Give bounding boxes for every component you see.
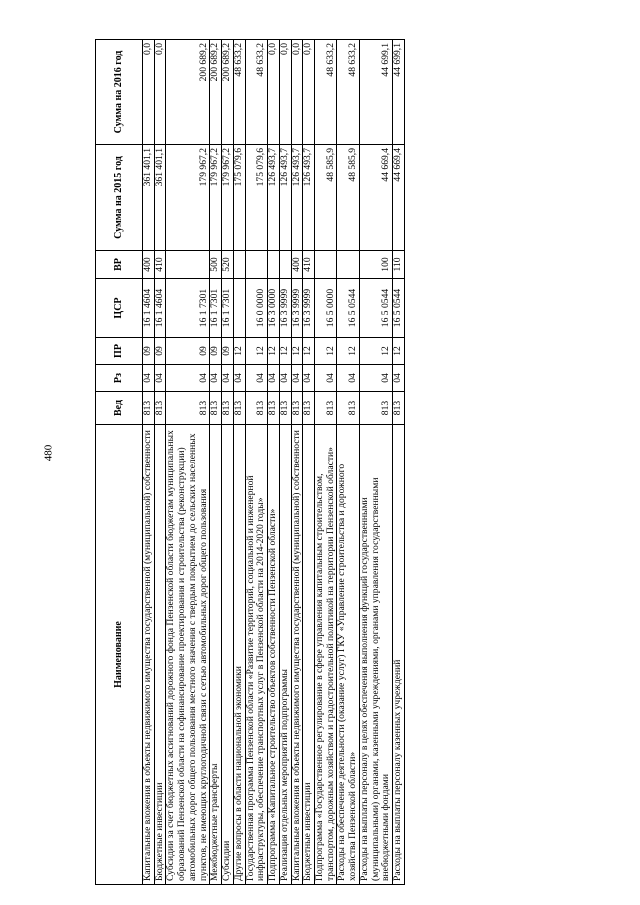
page-number: 480 [42, 444, 54, 461]
vr-cell: 100 [359, 251, 392, 279]
pr-cell: 12 [393, 338, 405, 365]
row-name-cell: Субсидии [222, 425, 234, 885]
table-header-row [96, 40, 143, 885]
rz-cell: 04 [291, 365, 303, 392]
pr-cell: 09 [166, 338, 210, 365]
sum-2016-cell: 0,0 [303, 40, 315, 145]
row-name-cell: Межбюджетные трансферты [210, 425, 222, 885]
csr-cell: 16 1 4604 [143, 279, 155, 338]
pr-cell: 12 [245, 338, 267, 365]
rz-cell: 04 [337, 365, 359, 392]
pr-cell: 12 [268, 338, 280, 365]
ved-cell: 813 [279, 392, 291, 425]
rz-cell: 04 [143, 365, 155, 392]
ved-cell: 813 [210, 392, 222, 425]
vr-cell [245, 251, 267, 279]
table-row [154, 40, 166, 885]
table-row [291, 40, 303, 885]
csr-cell: 16 1 7301 [210, 279, 222, 338]
sum-2016-cell: 200 689,2 [166, 40, 210, 145]
csr-cell [233, 279, 245, 338]
pr-cell: 09 [154, 338, 166, 365]
csr-cell: 16 3 9999 [303, 279, 315, 338]
sum-2015-cell: 179 967,2 [210, 145, 222, 251]
vr-cell [315, 251, 337, 279]
table-row [222, 40, 234, 885]
header-csr: ЦСР [96, 279, 143, 338]
table-row [303, 40, 315, 885]
header-rz: Рз [96, 365, 143, 392]
vr-cell: 520 [222, 251, 234, 279]
csr-cell: 16 5 0544 [393, 279, 405, 338]
row-name-cell: Субсидии за счет бюджетных ассигнований дорожного фонда Пензенской области бюджетам муниципальных образований Пензенской области на софинансирование проектирования и строительства (реконструкции) автомобильных дорог общего пользования местного значения с твердым покрытием до сельских населенных пунктов, не имеющих круглогодичной связи с сетью автомобильных дорог общего пользования [166, 425, 210, 885]
csr-cell: 16 5 0000 [315, 279, 337, 338]
vr-cell [337, 251, 359, 279]
rz-cell: 04 [359, 365, 392, 392]
rz-cell: 04 [245, 365, 267, 392]
header-ved: Вед [96, 392, 143, 425]
rz-cell: 04 [166, 365, 210, 392]
csr-cell: 16 3 0000 [268, 279, 280, 338]
sum-2016-cell: 0,0 [291, 40, 303, 145]
table-row [279, 40, 291, 885]
pr-cell: 09 [210, 338, 222, 365]
table-row [166, 40, 210, 885]
rz-cell: 04 [233, 365, 245, 392]
sum-2016-cell: 0,0 [154, 40, 166, 145]
ved-cell: 813 [222, 392, 234, 425]
ved-cell: 813 [337, 392, 359, 425]
ved-cell: 813 [393, 392, 405, 425]
ved-cell: 813 [245, 392, 267, 425]
vr-cell [233, 251, 245, 279]
vr-cell [166, 251, 210, 279]
pr-cell: 12 [291, 338, 303, 365]
row-name-cell: Бюджетные инвестиции [303, 425, 315, 885]
pr-cell: 12 [359, 338, 392, 365]
sum-2016-cell: 200 689,2 [222, 40, 234, 145]
sum-2016-cell: 44 699,1 [359, 40, 392, 145]
row-name-cell: Расходы на обеспечение деятельности (оказание услуг) ГКУ «Управление строительства и дорожного хозяйства Пензенской области» [337, 425, 359, 885]
sum-2016-cell: 48 633,2 [337, 40, 359, 145]
sum-2015-cell: 44 669,4 [393, 145, 405, 251]
pr-cell: 12 [337, 338, 359, 365]
row-name-cell: Другие вопросы в области национальной экономики [233, 425, 245, 885]
table-row [393, 40, 405, 885]
ved-cell: 813 [268, 392, 280, 425]
rz-cell: 04 [393, 365, 405, 392]
ved-cell: 813 [233, 392, 245, 425]
pr-cell: 12 [279, 338, 291, 365]
csr-cell: 16 5 0544 [337, 279, 359, 338]
table-row [143, 40, 155, 885]
header-sum-2015: Сумма на 2015 год [96, 145, 143, 251]
rz-cell: 04 [210, 365, 222, 392]
vr-cell: 410 [154, 251, 166, 279]
sum-2016-cell: 48 633,2 [233, 40, 245, 145]
sum-2016-cell: 0,0 [279, 40, 291, 145]
csr-cell: 16 3 9999 [291, 279, 303, 338]
vr-cell: 500 [210, 251, 222, 279]
ved-cell: 813 [143, 392, 155, 425]
vr-cell: 400 [291, 251, 303, 279]
row-name-cell: Расходы на выплаты персоналу казенных учреждений [393, 425, 405, 885]
pr-cell: 12 [315, 338, 337, 365]
sum-2016-cell: 200 689,2 [210, 40, 222, 145]
rz-cell: 04 [279, 365, 291, 392]
row-name-cell: Капитальные вложения в объекты недвижимого имущества государственной (муниципальной) собственности [291, 425, 303, 885]
row-name-cell: Подпрограмма «Капитальное строительство объектов собственности Пензенской области» [268, 425, 280, 885]
pr-cell: 09 [222, 338, 234, 365]
table-row [233, 40, 245, 885]
sum-2015-cell: 126 493,7 [291, 145, 303, 251]
pr-cell: 12 [233, 338, 245, 365]
csr-cell: 16 3 9999 [279, 279, 291, 338]
sum-2016-cell: 48 633,2 [315, 40, 337, 145]
sum-2016-cell: 0,0 [268, 40, 280, 145]
table-row [315, 40, 337, 885]
table-row [245, 40, 267, 885]
sum-2015-cell: 179 967,2 [222, 145, 234, 251]
header-name: Наименование [96, 425, 143, 885]
row-name-cell: Капитальные вложения в объекты недвижимого имущества государственной (муниципальной) собственности [143, 425, 155, 885]
sum-2015-cell: 126 493,7 [279, 145, 291, 251]
pr-cell: 12 [303, 338, 315, 365]
header-sum-2016: Сумма на 2016 год [96, 40, 143, 145]
rz-cell: 04 [268, 365, 280, 392]
csr-cell: 16 1 7301 [166, 279, 210, 338]
table-row [359, 40, 392, 885]
csr-cell: 16 1 4604 [154, 279, 166, 338]
vr-cell [268, 251, 280, 279]
rotated-page [95, 40, 572, 885]
vr-cell [279, 251, 291, 279]
vr-cell: 110 [393, 251, 405, 279]
sum-2015-cell: 44 669,4 [359, 145, 392, 251]
ved-cell: 813 [154, 392, 166, 425]
row-name-cell: Подпрограмма «Государственное регулирование в сфере управления капитальным строительством, транспортом, дорожным хозяйством и градостроительной политикой на территории Пензенской области» [315, 425, 337, 885]
header-vr: ВР [96, 251, 143, 279]
vr-cell: 400 [143, 251, 155, 279]
sum-2015-cell: 48 585,9 [315, 145, 337, 251]
sum-2015-cell: 126 493,7 [303, 145, 315, 251]
csr-cell: 16 5 0544 [359, 279, 392, 338]
pr-cell: 09 [143, 338, 155, 365]
table-row [268, 40, 280, 885]
sum-2015-cell: 175 079,6 [233, 145, 245, 251]
row-name-cell: Расходы на выплаты персоналу в целях обеспечения выполнения функций государственными (муниципальными) органами, казенными учреждениями, органами управления государственными внебюджетными фондами [359, 425, 392, 885]
ved-cell: 813 [359, 392, 392, 425]
ved-cell: 813 [315, 392, 337, 425]
sum-2015-cell: 175 079,6 [245, 145, 267, 251]
sum-2015-cell: 361 401,1 [143, 145, 155, 251]
vr-cell: 410 [303, 251, 315, 279]
header-pr: ПР [96, 338, 143, 365]
row-name-cell: Бюджетные инвестиции [154, 425, 166, 885]
sum-2016-cell: 44 699,1 [393, 40, 405, 145]
ved-cell: 813 [303, 392, 315, 425]
sum-2016-cell: 0,0 [143, 40, 155, 145]
csr-cell: 16 0 0000 [245, 279, 267, 338]
csr-cell: 16 1 7301 [222, 279, 234, 338]
row-name-cell: Реализация отдельных мероприятий подпрограммы [279, 425, 291, 885]
rz-cell: 04 [222, 365, 234, 392]
sum-2015-cell: 179 967,2 [166, 145, 210, 251]
rz-cell: 04 [303, 365, 315, 392]
budget-table [95, 39, 405, 885]
row-name-cell: Государственная программа Пензенской области «Развитие территорий, социальной и инженерной инфраструктуры, обеспечение транспортных услуг в Пензенской области на 2014-2020 годы» [245, 425, 267, 885]
ved-cell: 813 [291, 392, 303, 425]
sum-2016-cell: 48 633,2 [245, 40, 267, 145]
rz-cell: 04 [315, 365, 337, 392]
table-row [337, 40, 359, 885]
ved-cell: 813 [166, 392, 210, 425]
rz-cell: 04 [154, 365, 166, 392]
table-row [210, 40, 222, 885]
sum-2015-cell: 48 585,9 [337, 145, 359, 251]
sum-2015-cell: 126 493,7 [268, 145, 280, 251]
sum-2015-cell: 361 401,1 [154, 145, 166, 251]
